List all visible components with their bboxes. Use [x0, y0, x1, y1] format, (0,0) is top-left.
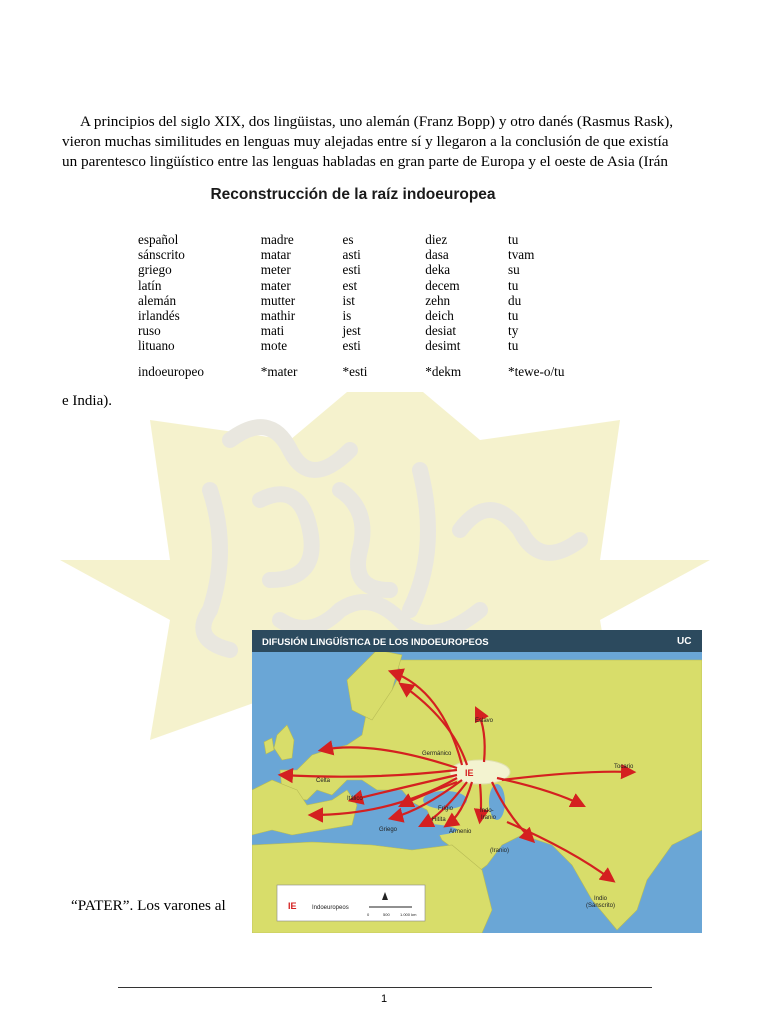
table-cell: tu [508, 232, 519, 247]
table-cell: matar [260, 247, 291, 263]
figure-title: Reconstrucción de la raíz indoeuropea [210, 186, 496, 203]
legend-symbol: IE [288, 901, 297, 911]
label-sanscrito: (Sánscrito) [586, 903, 616, 909]
table-cell: griego [138, 262, 172, 278]
label-griego: Griego [379, 827, 398, 833]
table-cell: ist [342, 292, 355, 308]
table-cell: jest [342, 323, 361, 339]
map-title: DIFUSIÓN LINGÜÍSTICA DE LOS INDOEUROPEOS [262, 637, 489, 648]
label-armenio: Armenio [449, 829, 472, 835]
scale-0: 0 [367, 912, 370, 917]
table-cell: ty [508, 323, 519, 339]
table-cell: es [342, 232, 354, 247]
table-cell: ruso [138, 323, 161, 339]
label-iranio-part: Iranio [481, 815, 497, 821]
table-row [138, 338, 578, 353]
table-cell: irlandés [138, 308, 180, 324]
table-row [138, 323, 578, 338]
paragraph-line: vieron muchas similitudes en lenguas muy alejadas entre sí y llegaron a la conclusión de que existía [62, 133, 669, 150]
table-cell: mater [260, 277, 291, 293]
label-indo: Indo- [480, 808, 494, 814]
table-cell: meter [260, 262, 291, 278]
paragraph-continuation: e India). [62, 393, 112, 409]
label-frigio: Frigio [438, 806, 454, 812]
table-cell: sánscrito [138, 247, 185, 263]
table-cell: deka [425, 262, 451, 278]
table-cell: alemán [138, 292, 177, 308]
root-table [138, 232, 578, 379]
table-cell: indoeuropeo [138, 363, 204, 379]
table-cell: lituano [138, 338, 175, 354]
table-cell: su [508, 262, 520, 278]
uc-logo: UC [677, 636, 692, 647]
paragraph-line: A principios del siglo XIX, dos lingüistas, uno alemán (Franz Bopp) y otro danés (Rasmus Rask), [80, 113, 674, 130]
legend-text: Indoeuropeos [312, 905, 349, 911]
table-cell: diez [425, 232, 448, 247]
table-row [138, 308, 578, 323]
intro-paragraph [62, 112, 706, 172]
table-cell: desimt [425, 338, 461, 354]
table-cell: mathir [260, 308, 296, 324]
table-cell: asti [342, 247, 361, 263]
table-row [138, 247, 578, 262]
table-cell: *esti [342, 363, 368, 379]
table-cell: desiat [425, 323, 457, 339]
table-cell: latín [138, 277, 162, 293]
table-cell: español [138, 232, 179, 247]
table-cell: esti [342, 262, 361, 278]
label-eslavo: Eslavo [475, 718, 494, 724]
reconstruction-figure [118, 182, 578, 392]
scale-500: 500 [383, 912, 390, 917]
table-cell: mati [260, 323, 285, 339]
table-cell: decem [425, 277, 460, 293]
label-celta: Celta [316, 778, 331, 784]
table-row [138, 262, 578, 277]
label-italico: Itálico [347, 796, 363, 802]
table-cell: esti [342, 338, 361, 354]
table-row-ie [138, 354, 578, 379]
label-tocario: Tocario [614, 764, 634, 770]
table-cell: zehn [425, 292, 451, 308]
map-graphic [252, 630, 702, 933]
ie-label: IE [465, 768, 474, 778]
table-row [138, 293, 578, 308]
page-number: 1 [380, 993, 388, 1005]
table-cell: mutter [260, 292, 296, 308]
table-cell: mote [260, 338, 288, 354]
ie-origin-area [450, 760, 510, 784]
table-cell: *tewe-o/tu [508, 363, 565, 379]
table-cell: tvam [508, 247, 535, 263]
table-cell: tu [508, 338, 519, 354]
label-hitita: Hitita [432, 817, 446, 823]
table-row [138, 278, 578, 293]
diffusion-map [252, 630, 702, 933]
label-indio: Indio [594, 896, 608, 902]
table-cell: deich [425, 308, 454, 324]
label-iranio: (Iranio) [490, 848, 510, 854]
footer-divider [118, 987, 652, 988]
table-cell: dasa [425, 247, 449, 263]
paragraph-line: un parentesco lingüístico entre las lenguas habladas en gran parte de Europa y el oeste de Asia (Irán [62, 153, 669, 170]
table-cell: *mater [260, 363, 298, 379]
table-cell: tu [508, 308, 519, 324]
table-cell: du [508, 292, 522, 308]
paragraph-fragment: “PATER”. Los varones al [71, 897, 226, 914]
table-cell: tu [508, 277, 519, 293]
scale-1000: 1.000 km [400, 912, 417, 917]
table-cell: est [342, 277, 358, 293]
map-legend [277, 885, 425, 921]
table-cell: *dekm [425, 363, 462, 379]
label-germanico: Germánico [422, 751, 452, 757]
table-cell: madre [260, 232, 294, 247]
table-row [138, 232, 578, 247]
table-cell: is [342, 308, 352, 324]
